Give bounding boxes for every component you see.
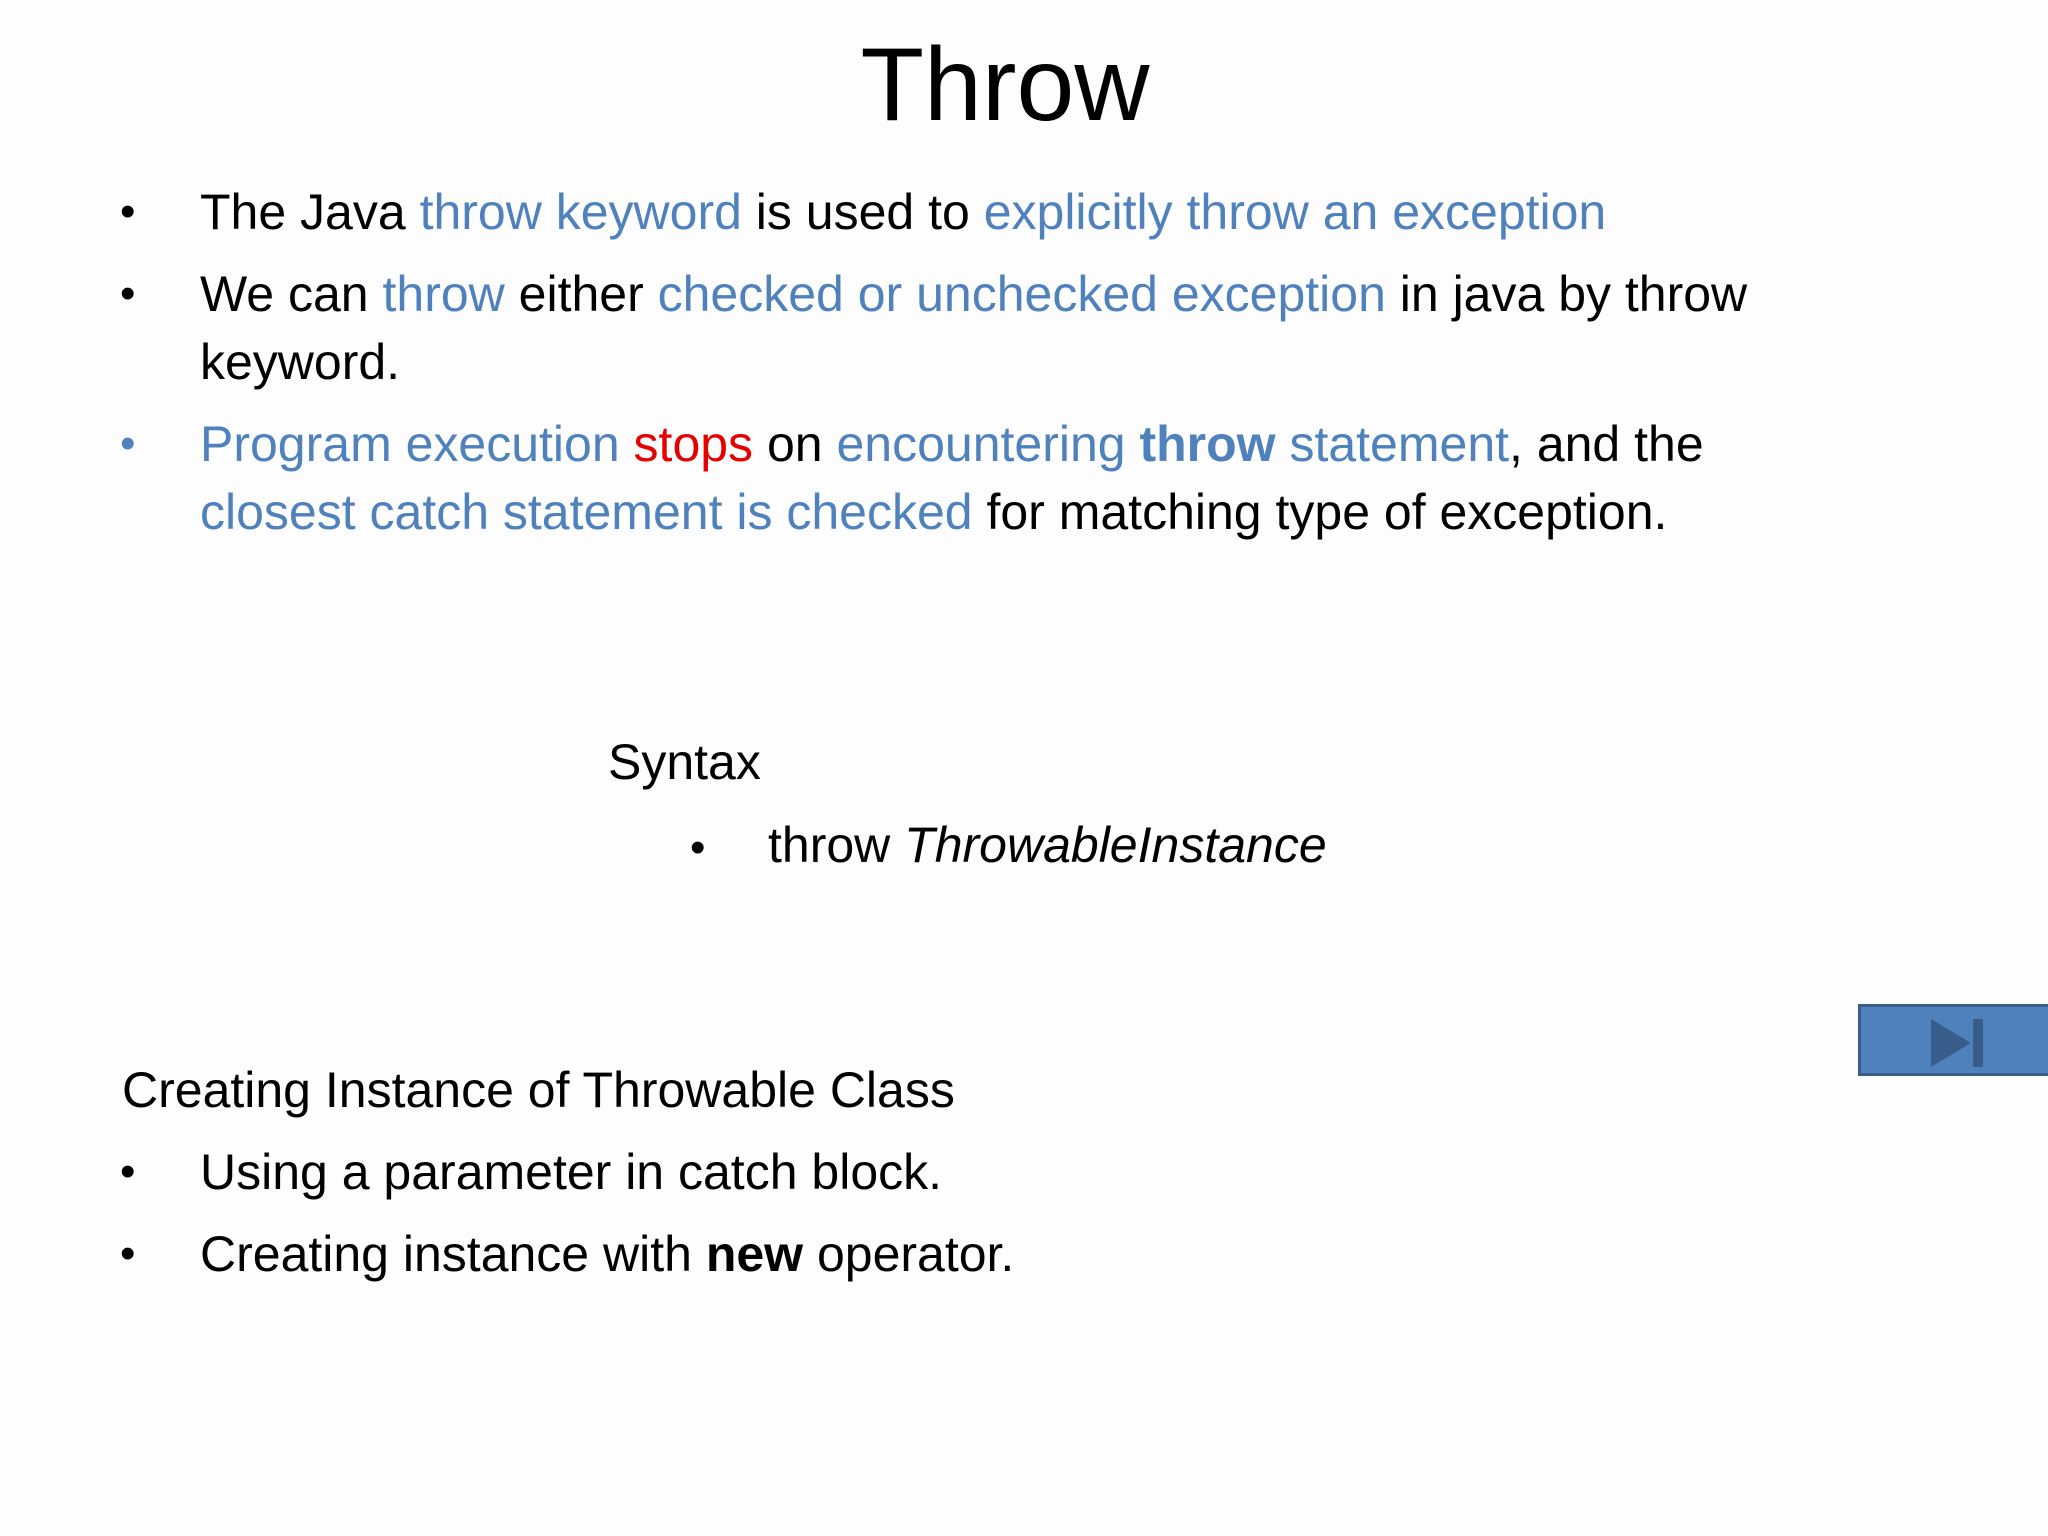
bullet-dot: • bbox=[120, 1229, 136, 1278]
list-item bbox=[120, 1220, 1620, 1288]
text-segment: stops bbox=[633, 416, 754, 472]
syntax-instance: ThrowableInstance bbox=[904, 817, 1327, 873]
skip-next-icon bbox=[1927, 1015, 1991, 1071]
text-segment: , and the bbox=[1509, 416, 1704, 472]
text-segment: throw keyword bbox=[419, 184, 742, 240]
text-segment: checked or unchecked exception bbox=[657, 266, 1386, 322]
text-segment: closest catch statement is checked bbox=[200, 484, 973, 540]
bullet-dot: • bbox=[120, 1147, 136, 1196]
text-segment: Creating instance with bbox=[200, 1226, 706, 1282]
text-segment: operator. bbox=[803, 1226, 1015, 1282]
bullet-text bbox=[200, 416, 1704, 540]
text-segment: explicitly throw an exception bbox=[983, 184, 1607, 240]
text-segment: in java by throw keyword. bbox=[200, 266, 1748, 390]
text-segment: The Java bbox=[200, 184, 420, 240]
syntax-line bbox=[690, 811, 1327, 882]
bullet-text bbox=[200, 184, 1606, 240]
text-segment: throw bbox=[1139, 416, 1276, 472]
text-segment: either bbox=[504, 266, 658, 322]
text-segment: statement bbox=[1275, 416, 1510, 472]
bullet-dot: • bbox=[120, 187, 136, 236]
next-slide-button[interactable] bbox=[1858, 1004, 2048, 1076]
text-segment: encountering bbox=[836, 416, 1140, 472]
syntax-label: Syntax bbox=[608, 734, 761, 790]
syntax-keyword: throw bbox=[768, 817, 905, 873]
section-label: Creating Instance of Throwable Class bbox=[122, 1062, 955, 1118]
text-segment: Using a parameter in catch block. bbox=[200, 1144, 943, 1200]
bullet-dot: • bbox=[120, 269, 136, 318]
text-segment: for matching type of exception. bbox=[972, 484, 1668, 540]
bullet-item bbox=[120, 410, 1860, 546]
text-segment: new bbox=[705, 1226, 804, 1282]
text-segment: is used to bbox=[741, 184, 984, 240]
creating-list bbox=[120, 1138, 1620, 1302]
text-segment: We can bbox=[200, 266, 383, 322]
bullet-dot: • bbox=[690, 823, 706, 872]
bullet-text bbox=[200, 266, 1747, 390]
bullet-list bbox=[120, 178, 1860, 560]
text-segment: Program execution bbox=[200, 416, 634, 472]
list-item bbox=[120, 1138, 1620, 1206]
slide-title: Throw bbox=[860, 27, 1150, 143]
text-segment: throw bbox=[382, 266, 505, 322]
bullet-dot: • bbox=[120, 419, 136, 468]
bullet-item bbox=[120, 260, 1860, 396]
bullet-item bbox=[120, 178, 1860, 246]
text-segment: on bbox=[753, 416, 837, 472]
